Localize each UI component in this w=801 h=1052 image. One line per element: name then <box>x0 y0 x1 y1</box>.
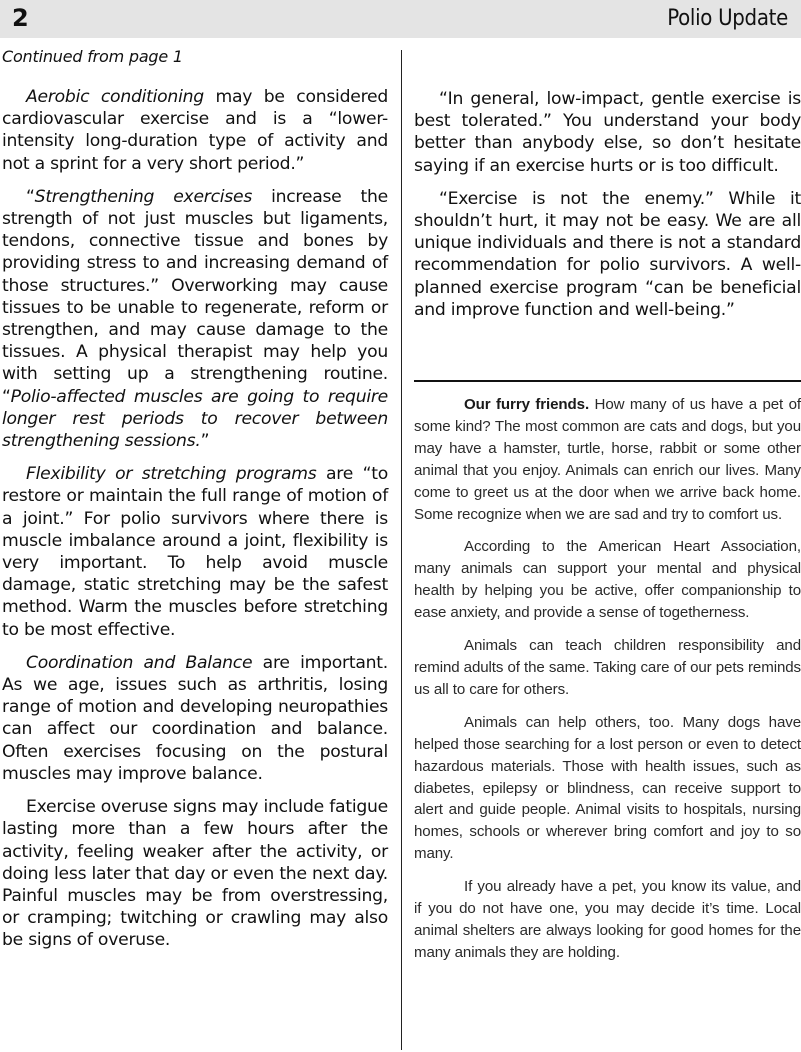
pets-paragraph-heart-association: According to the American Heart Association, many animals can support your mental and physical health by helping you be active, offer companionship to ease anxiety, and provide a sense of togetherness. <box>414 538 801 622</box>
paragraph-flexibility: Flexibility or stretching programs are “to restore or maintain the full range of motion of a joint.” For polio survivors where there is muscle imbalance around a joint, flexibility is very important. To help avoid muscle damage, static stretching may be the safest method. Warm the muscles before stretching to be most effective. <box>2 464 388 640</box>
term-strengthening: Strengthening exercises <box>34 186 253 207</box>
paragraph-low-impact: “In general, low-impact, gentle exercise is best tolerated.” You understand your body better than anybody else, so don’t hesitate saying if an exercise hurts or is too difficult. <box>414 89 801 176</box>
right-column <box>414 88 801 332</box>
quote-polio-muscles: Polio-affected muscles are going to require longer rest periods to recover between strengthening sessions. <box>2 386 388 452</box>
paragraph-not-enemy: “Exercise is not the enemy.” While it shouldn’t hurt, it may not be easy. We are all unique individuals and there is not a standard recommendation for polio survivors. A well-planned exercise program “can be beneficial and improve function and well-being.” <box>414 188 801 320</box>
pets-paragraph-responsibility: Animals can teach children responsibility and remind adults of the same. Taking care of our pets reminds us all to care for others. <box>414 637 801 698</box>
paragraph-overuse: Exercise overuse signs may include fatigue lasting more than a few hours after the activity, feeling weaker after the activity, or doing less later that day or even the next day. Painful muscles may be from overstressing, or cramping; twitching or crawling may also be signs of overuse. <box>2 797 388 951</box>
term-flexibility: Flexibility or stretching programs <box>26 464 317 485</box>
publication-title: Polio Update <box>667 6 788 31</box>
term-coordination: Coordination and Balance <box>26 652 253 673</box>
paragraph-aerobic: Aerobic conditioning may be considered cardiovascular exercise and is a “lower-intensity long-duration type of activity and not a sprint for a very short period.” <box>2 87 388 174</box>
column-divider <box>401 50 402 1050</box>
paragraph-coordination: Coordination and Balance are important. As we age, issues such as arthritis, losing range of motion and developing neuropathies can affect our coordination and balance. Often exercises focusing on the postural muscles may improve balance. <box>2 652 388 784</box>
term-aerobic: Aerobic conditioning <box>26 87 204 107</box>
left-column <box>2 86 388 963</box>
section-rule <box>414 380 801 382</box>
pets-paragraph-intro: Our furry friends. How many of us have a pet of some kind? The most common are cats and dogs, but you may have a hamster, turtle, horse, rabbit or some other animal that you enjoy. Animals can enrich our lives. Many come to greet us at the door when we arrive back home. Some recognize when we are sad and try to comfort us. <box>414 396 801 523</box>
continued-note: Continued from page 1 <box>2 47 183 66</box>
paragraph-strengthening: “Strengthening exercises increase the strength of not just muscles but ligaments, tendons, connective tissue and bones by providing stress to and increasing demand of those structures.” Overworking may cause tissues to be unable to regenerate, reform or strengthen, and may cause damage to the tissues. A physical therapist may help you with setting up a strengthening routine. “Polio-affected muscles are going to require longer rest periods to recover between strengthening sessions.” <box>2 186 388 452</box>
pets-paragraph-helping-others: Animals can help others, too. Many dogs have helped those searching for a lost person or even to detect hazardous materials. Those with health issues, such as diabetes, epilepsy or blindness, can receive support to alert and guide people. Animal visits to hospitals, nursing homes, schools or wherever bring comfort and joy to so many. <box>414 713 801 863</box>
pets-paragraph-shelters: If you already have a pet, you know its value, and if you do not have one, you may decide it’s time. Local animal shelters are always looking for good homes for the many animals they are holding. <box>414 878 801 961</box>
pets-headline: Our furry friends. <box>464 396 590 413</box>
pets-article <box>414 394 801 975</box>
page-number: 2 <box>12 4 29 32</box>
page-header <box>0 0 801 38</box>
